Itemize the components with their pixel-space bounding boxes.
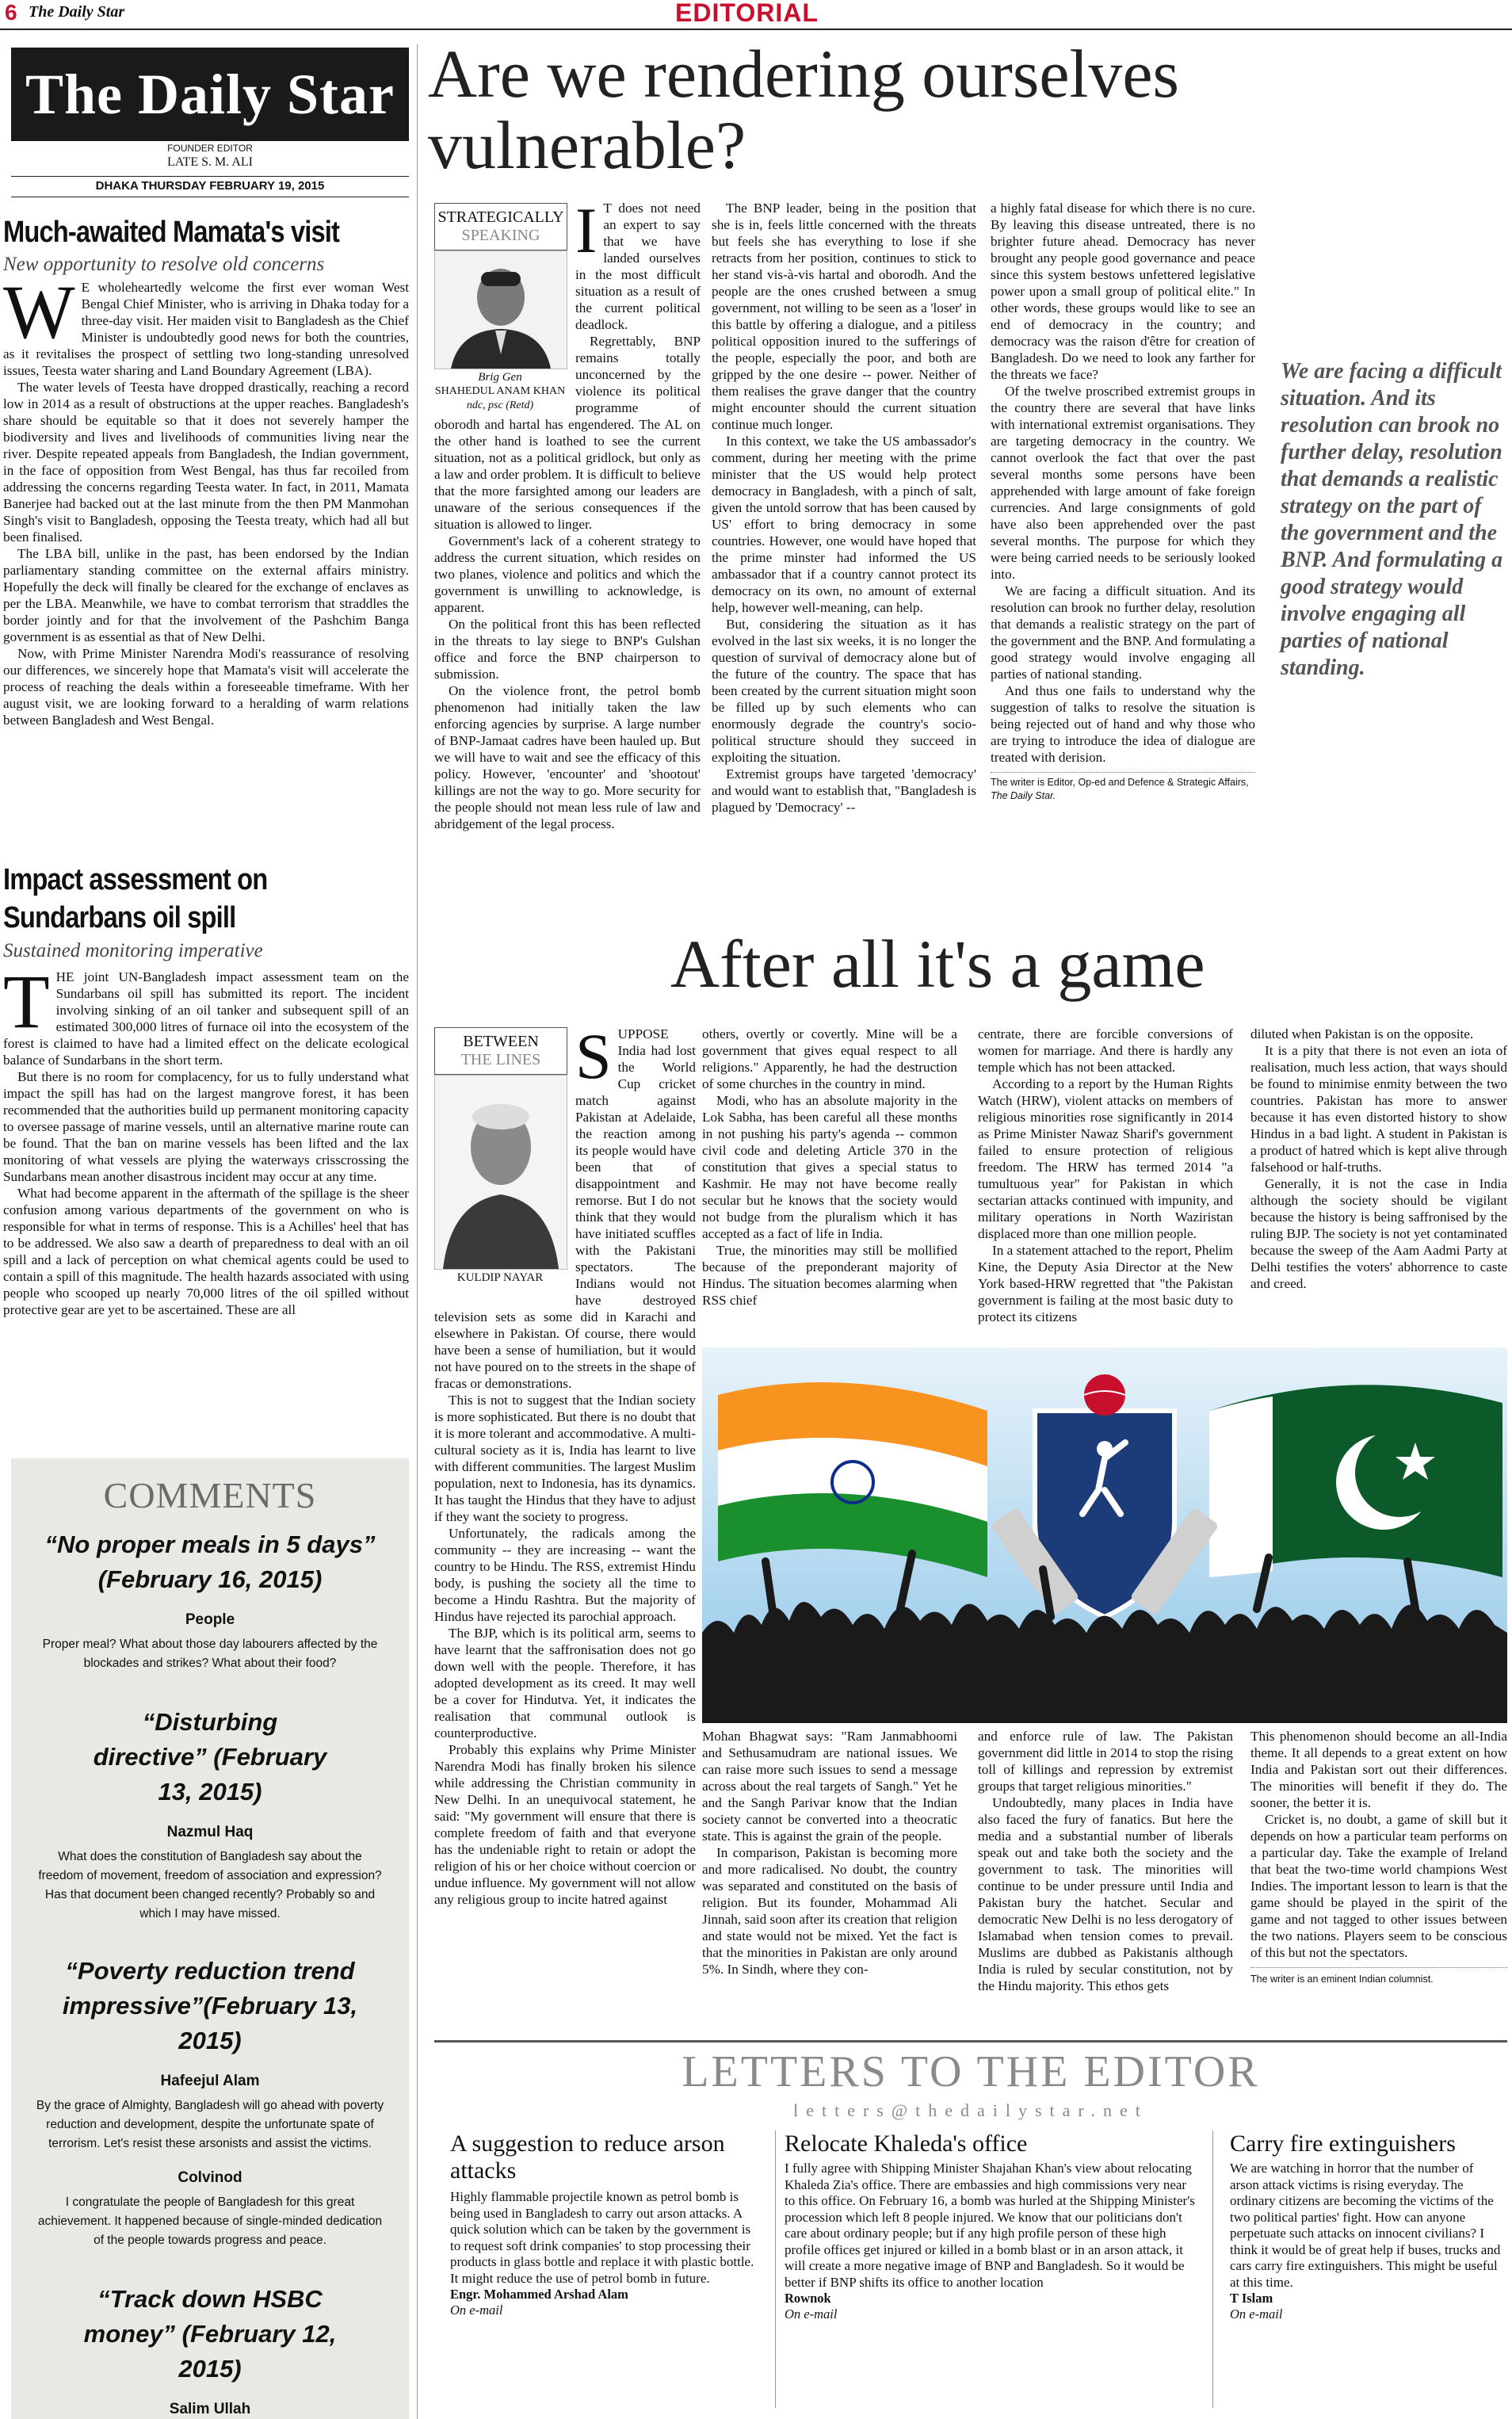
article2-footnote: The writer is an eminent Indian columnist. (1250, 1967, 1507, 1988)
letter-author: Rownok (785, 2291, 831, 2306)
comment-title: “Poverty reduction trend impressive”(February 13, 2015) (62, 1957, 358, 2054)
article2-paragraph: and enforce rule of law. The Pakistan government did little in 2014 to stop the rising toll of killings and repression by extremist groups that target religious minorities." (978, 1729, 1233, 1794)
article1-footnote-lead: The writer is Editor, Op-ed and Defence & Strategic Affairs, (991, 777, 1249, 788)
article1-paragraph: a highly fatal disease for which there is no cure. By leaving this disease untreated, there is no brighter future ahead. Democracy has never brought any people good governance and peace since this system bestows unfettered legislative power upon a small group of political elite." In other words, these groups would like to see an end of democracy in the country; and democracy was the raison d'être for creation of Bangladesh. Do we need to look any farther for the threats we face? (991, 201, 1255, 382)
letter-body: We are watching in horror that the number of arson attack victims is rising everyday. The ordinary citizens are becoming the victims of the two political parties' fight. How can anyone perpetuate such attacks on innocent civilians? I think it would be of great help if buses, trucks and cars carry fire extinguishers. This might be useful at this time. (1230, 2161, 1501, 2290)
article2-col2-top (702, 1026, 957, 1309)
editorial2-paragraph: But there is no room for complacency, for us to fully understand what impact the spill has had on the largest mangrove forest, it has been recommended that the authorities build up permanent monitoring capacity to oversee passage of marine vessels, until an alternative marine route can be found. That the ban on marine vessels has been lifted and the lax monitoring of what vessels are plying the waterways crisscrossing the Sundarbans mean another disastrous incident may occur at any time. (3, 1069, 409, 1184)
dateline: DHAKA THURSDAY FEBRUARY 19, 2015 (95, 179, 325, 193)
letter-author: Engr. Mohammed Arshad Alam (450, 2287, 628, 2302)
letter-author: T Islam (1230, 2291, 1273, 2306)
article2-paragraph: According to a report by the Human Rights Watch (HRW), violent attacks on members of religious minorities rose significantly in 2014 as Prime Minister Nawaz Sharif's government failed to ensure protection of religious freedom. The HRW has termed 2014 "a tumultuous year" for Pakistan in which sectarian attacks continued with impunity, and military operations in North Waziristan displaced more than one million people. (978, 1076, 1233, 1241)
article2-paragraph: In comparison, Pakistan is becoming more and more radicalised. No doubt, the country was separated and constituted on the basis of religion. But its founder, Mohammad Ali Jinnah, said soon after its creation that religion and state would not be mixed. Yet the fact is that the minorities in Pakistan are only around 5%. In Sindh, where they con- (702, 1845, 957, 1977)
letter-title: Relocate Khaleda's office (785, 2130, 1028, 2157)
article2-paragraph: Mohan Bhagwat says: "Ram Janmabhoomi and Sethusamudram are national issues. We can raise more such issues to send a message across about the real targets of Sangh." Yet he and the Sangh Parivar know that the Indian society cannot be converted into a theocratic state. This is against the grain of the people. (702, 1729, 957, 1844)
comment-text: What does the constitution of Bangladesh say about the freedom of movement, freedom of association and expression? Has that document been changed recently? Probably so and which I may have missed. (38, 1850, 382, 1920)
editorial1-paragraph: The LBA bill, unlike in the past, has been endorsed by the Indian parliamentary standing committee on the external affairs ministry. Hopefully the deck will finally be cleared for the exchange of enclaves as per the LBA. Meanwhile, we have to combat terrorism that straddles the border jointly and for that the involvement of the Pashchim Banga government is as essential as that of New Delhi. (3, 546, 409, 644)
letter-item (1230, 2130, 1504, 2322)
comment-title: “No proper meals in 5 days” (February 16, 2015) (44, 1531, 376, 1593)
letters-heading: LETTERS TO THE EDITOR (682, 2047, 1260, 2096)
article2-paragraph: This is not to suggest that the Indian society is more sophisticated. But there is no doubt that it is more tolerant and accommodative. A multi-cultural society as it is, India has learnt to live with different communities. The largest Muslim population, next to Indonesia, has its dynamics. It has taught the Hindus that they have to adjust if they want the society to progress. (434, 1393, 696, 1524)
article2-col2-bottom (702, 1728, 957, 1978)
article2-col3-top (978, 1026, 1233, 1325)
letter-title: Carry fire extinguishers (1230, 2130, 1456, 2157)
editorial2-paragraph: What had become apparent in the aftermath of the spillage is the sheer confusion among various departments of the government on who is responsible for what in terms of response. This is a Achilles' heel that has to be addressed. We also saw a dearth of preparedness to deal with an oil spill and a lack of perception on what chemical agents could be used to contain a spill of this magnitude. The health hazards associated with using people who scooped up nearly 70,000 litres of the oil spilled without protective gear are yet to be ascertained. These are all (3, 1186, 409, 1317)
letter-item (785, 2130, 1197, 2322)
article1-col2 (712, 200, 976, 816)
article2-dropcap: S (575, 1020, 612, 1092)
comment-text: Proper meal? What about those day labourers affected by the blockades and strikes? What about their food? (42, 1638, 378, 1670)
editorial2-paragraph: HE joint UN-Bangladesh impact assessment team on the Sundarbans oil spill has submitted its report. The incident involving sinking of an oil tanker and subsequent spill of an estimated 300,000 litres of furnace oil into the ecosystem of the forest is claimed to have had a limited effect on the delicate ecological balance of Sundarbans in the short term. (3, 969, 409, 1068)
editorial1-paragraph: Now, with Prime Minister Narendra Modi's reassurance of resolving our differences, we sincerely hope that Mamata's visit will accelerate the process of reaching the deals within a foreseeable timeframe. With her august visit, we are looking forward to a heralding of warm relations between Bangladesh and West Bengal. (3, 646, 409, 728)
masthead (11, 48, 409, 141)
article1-paragraph: Extremist groups have targeted 'democracy' and would want to establish that, "Bangladesh is plagued by 'Democracy' -- (712, 766, 976, 815)
comment-text: I congratulate the people of Bangladesh for this great achievement. It happened because of single-minded dedication of the people towards progress and peace. (37, 2195, 383, 2247)
editorial1-dropcap: W (3, 269, 75, 354)
article1-paragraph: On the violence front, the petrol bomb phenomenon had initially taken the law enforcing agencies by surprise. A large number of BNP-Jamaat cadres have been hauled up. But we will have to wait and see the efficacy of this policy. However, 'encounter' and 'shootout' killings are not the way to go. More security for the people should not mean less rule of law and abridgement of the legal process. (434, 683, 701, 831)
letter-via: On e-mail (450, 2302, 503, 2318)
column-divider (417, 44, 418, 2419)
editorial1-subhead: New opportunity to resolve old concerns (3, 254, 325, 275)
letters-divider (1212, 2130, 1213, 2408)
byline-suffix: ndc, psc (Retd) (466, 399, 534, 411)
comments-heading: COMMENTS (103, 1475, 317, 1515)
article2-headline: After all it's a game (670, 926, 1205, 1002)
cricket-illustration (702, 1347, 1507, 1723)
article2-paragraph: others, overtly or covertly. Mine will be a government that gives equal respect to all religions." Apparently, he had the destruction of some churches in the country in mind. (702, 1026, 957, 1091)
letters-email: letters@thedailystar.net (793, 2100, 1148, 2120)
comment-author: Salim Ullah (169, 2401, 251, 2417)
article2-paragraph: Generally, it is not the case in India although the society should be vigilant because the history is being saffronised by the ruling BJP. The society is not yet contaminated because the sweep of the Aam Aadmi Party at Delhi testifies the voters' abhorrence to caste and creed. (1250, 1176, 1507, 1291)
article2-col3-bottom (978, 1728, 1233, 1994)
editorial2-body (3, 959, 409, 1318)
article2-col1 (434, 1020, 696, 1908)
article2-col4-top (1250, 1026, 1507, 1292)
letter-body: I fully agree with Shipping Minister Shajahan Khan's view about relocating Khaleda Zia's office. There are embassies and high commissions very near to this office. On February 16, a bomb was hurled at the Shipping Minister's procession which left 8 people injured. We know that our politicians don't care about ordinary people; but if any high profile person of these high profile offices get injured or killed in a bomb blast or in an arson attack, it will create a more negative image of BNP and Bangladesh. So it would be better if BNP shifts its office to another location (785, 2161, 1195, 2290)
founder-name: LATE S. M. ALI (167, 155, 253, 169)
editorial2-headline-line2: Sundarbans oil spill (3, 901, 236, 934)
founder-label: FOUNDER EDITOR (167, 143, 253, 154)
article1-paragraph: And thus one fails to understand why the suggestion of talks to resolve the situation is being rejected out of hand and why those who are trying to introduce the idea of dialogue are treated with derision. (991, 683, 1255, 765)
article1-paragraph: The BNP leader, being in the position that she is in, feels little concerned with the threats but feels she has everything to lose if she retracts from her position, continues to stick to her stand vis-à-vis hartal and oborodh. And the people are the ones crushed between a smug government, not willing to be seen as a 'loser' in this battle by offering a dialogue, and a pitiless political opposition inured to the sufferings of the people, especially the poor, and both are gripped by the one desire -- power. Neither of them realises the grave danger that the country might encounter should the current situation continue much longer. (712, 201, 976, 432)
editorial1-paragraph: E wholeheartedly welcome the first ever woman West Bengal Chief Minister, who is arriving in Dhaka today for a three-day visit. Her maiden visit to Bangladesh as the Chief Minister is undoubtedly good news for both the countries, as it revitalises the prospect of settling two long-standing unresolved issues, Teesta water sharing and Land Boundary Agreement (LBA). (3, 280, 409, 378)
article2-paragraph: It is a pity that there is not even an iota of realisation, much less action, that ways should be found to minimise enmity between the two countries. Pakistan has more to answer because it has even distorted history to show Hindus in a bad light. A student in Pakistan is a product of hatred which is kept alive through falsehood or half-truths. (1250, 1043, 1507, 1175)
letter-via: On e-mail (1230, 2306, 1283, 2322)
page-number: 6 (5, 0, 17, 25)
dateline-rule-top (11, 176, 409, 177)
column-label-line2: THE LINES (460, 1051, 541, 1068)
article1-headline (428, 38, 1220, 181)
letters-divider (775, 2130, 776, 2408)
comment-item (11, 2282, 409, 2418)
editorial2-dropcap: T (3, 959, 50, 1044)
article1-footnote-paper: The Daily Star. (991, 790, 1056, 801)
article1-paragraph: T does not need an expert to say that we have landed ourselves in the most difficult situation as a result of the current political deadlock. (575, 201, 701, 332)
article2-paragraph: Cricket is, no doubt, a game of skill but it depends on how a particular team performs on a particular day. Take the example of Ireland that beat the two-time world champions West Indies. The important lesson to learn is that the game should be played in the spirit of the game and not tagged to other issues between the two nations. Players seem to be conscious of this but not the spectators. (1250, 1812, 1507, 1960)
header-rule (0, 29, 1512, 30)
article2-paragraph: True, the minorities may still be mollified because of the preponderant majority of Hindus. The situation becomes alarming when RSS chief (702, 1243, 957, 1308)
letters-rule (434, 2040, 1507, 2043)
comment-item (11, 1527, 409, 1673)
letter-via: On e-mail (785, 2306, 838, 2322)
byline-rank: Brig Gen (478, 371, 522, 384)
article2-paragraph: Unfortunately, the radicals among the community -- they are increasing -- want the country to be Hindu. The RSS, extremist Hindu body, is pushing the society all the time to become a Hindu Rashtra. But the majority of Hindus have rejected its parochial approach. (434, 1526, 696, 1624)
float-spacer (434, 1026, 575, 1295)
article2-paragraph: diluted when Pakistan is on the opposite. (1250, 1026, 1474, 1041)
comment-author: Hafeejul Alam (160, 2073, 260, 2089)
column-label-line1: BETWEEN (463, 1033, 539, 1050)
article1-pull-quote: We are facing a difficult situation. And its resolution can brook no further delay, resolution that demands a realistic strategy on the part of the government and the BNP. And formulating a good strategy would involve engaging all parties of national standing. (1281, 359, 1503, 680)
float-spacer (434, 200, 575, 412)
article1-paragraph: On the political front this has been reflected in the threats to lay siege to BNP's Gulshan office and force the BNP chairperson to submission. (434, 617, 701, 682)
comment-author: People (185, 1611, 235, 1628)
article1-footnote (991, 772, 1255, 803)
article1-dropcap: I (575, 194, 598, 266)
article1-paragraph: We are facing a difficult situation. And its resolution can brook no further delay, resolution that demands a realistic strategy on the part of the government and the BNP. And formulating a good strategy would involve engaging all parties of national standing. (991, 583, 1255, 682)
column-label-line2: SPEAKING (461, 227, 540, 244)
india-pakistan-cricket-icon (702, 1347, 1507, 1723)
article2-paragraph: Modi, who has an absolute majority in the Lok Sabha, has been careful all these months in not pushing his party's agenda -- common civil code and deleting Article 370 in the constitution that gives a special status to Kashmir. He may not have become really secular but he knows that the society would not budge from the pluralism which it has accepted as a fact of life in India. (702, 1093, 957, 1241)
editorial1-paragraph: The water levels of Teesta have dropped drastically, reaching a record low in 2014 as a result of obstructions at the upper reaches. Bangladesh's share should be equitable so that it does not severely hamper the biodiversity and lives and livelihoods of communities living near the river. Despite repeated appeals from Bangladesh, the Indian government, in the face of opposition from West Bengal, has thus far recoiled from addressing the concerns regarding Teesta water. In fact, in 2011, Mamata Banerjee had backed out at the last minute from the then PM Manmohan Singh's visit to Bangladesh, opposing the Teesta treaty, which had all but been finalised. (3, 380, 409, 545)
article1-headline-line1: Are we rendering ourselves (428, 36, 1180, 112)
editorial2-subhead: Sustained monitoring imperative (3, 940, 263, 961)
comment-title: “Disturbing directive” (February 13, 2015) (93, 1708, 327, 1806)
article2-paragraph: In a statement attached to the report, Phelim Kine, the Deputy Asia Director at the New York based-HRW regretted that "the Pakistan government is failing at the most basic duty to protect its citizens (978, 1243, 1233, 1324)
article1-paragraph: Of the twelve proscribed extremist groups in the country there are several that have links with international extremist organisations. They are targeting democracy in the country. We cannot overlook the fact that over the past several months some persons have been apprehended with large amount of fake foreign currencies. And large consignments of gold have also been apprehended over the past several months. The purpose for which they were being carried needs to be seriously looked into. (991, 384, 1255, 582)
editorial2-headline (3, 861, 412, 937)
column-label-line1: STRATEGICALLY (437, 208, 564, 226)
article2-paragraph: This phenomenon should become an all-India theme. It all depends to a great extent on how India and Pakistan sort out their differences. The minorities will benefit if they do. The sooner, the better it is. (1250, 1729, 1507, 1810)
article2-paragraph: The BJP, which is its political arm, seems to have learnt that the saffronisation does not go down well with the people. Therefore, it has adopted development as its creed. It may well be a cover for Hindutva. Yet, it indicates the realisation that communal outlook is counterproductive. (434, 1626, 696, 1741)
comment-text: By the grace of Almighty, Bangladesh will go ahead with poverty reduction and development, despite the unfortunate spate of terrorism. Let's resist these arsonists and assist the victims. (36, 2099, 384, 2150)
comment-item (11, 1954, 409, 2153)
letter-item (450, 2130, 764, 2318)
section-title: EDITORIAL (675, 0, 819, 27)
article1-paragraph: Regrettably, BNP remains totally unconcerned by the violence its political programme of oborodh and hartal has engendered. The AL on the other hand is loathed to see the current situation, not as a political gridlock, but only as a law and order problem. It is difficult to believe that the more farsighted among our leaders are unaware of the serious consequences if the situation is allowed to linger. (434, 334, 701, 532)
article2-paragraph: Probably this explains why Prime Minister Narendra Modi has finally broken his silence while addressing the Christian community in New Delhi. In an unequivocal statement, he said: "My government will ensure that there is complete freedom of faith and that everyone has the undeniable right to retain or adopt the religion of his or her choice without coercion or undue influence. My government will not allow any religious group to incite hatred against (434, 1742, 696, 1907)
page-paper-name: The Daily Star (29, 3, 125, 21)
article2-paragraph: centrate, there are forcible conversions of women for marriage. And there is hardly any temple which has not been attacked. (978, 1026, 1233, 1075)
article2-paragraph: UPPOSE India had lost the World Cup cricket match against Pakistan at Adelaide, the reaction among its people would have been that of disappointment and remorse. But I do not think that they would have initiated scuffles with the Pakistani spectators. The Indians would not have destroyed television sets as some did in Karachi and elsewhere in Pakistan. Of course, there would have been a sense of humiliation, but it would not have poured on to the streets in the shape of fracas or demonstrations. (434, 1026, 696, 1391)
editorial1-headline: Much-awaited Mamata's visit (3, 216, 340, 249)
article1-headline-line2: vulnerable? (428, 107, 746, 183)
byline-name: KULDIP NAYAR (456, 1271, 544, 1284)
article1-paragraph: But, considering the situation as it has evolved in the last six weeks, it is no longer the question of survival of democracy alone but of the future of the country. The space that has been created by the current situation might soon be filled up by such elements who can enormously degrade the country's socio-political structure should they succeed in exploiting the situation. (712, 617, 976, 765)
editorial1-body (3, 269, 409, 728)
comment-author: Colvinod (178, 2169, 242, 2186)
masthead-title: The Daily Star (25, 63, 395, 126)
article2-col4-bottom (1250, 1728, 1507, 1988)
article1-paragraph: Government's lack of a coherent strategy to address the current situation, which resides on two planes, violence and politics and which the government is unwilling to acknowledge, is apparent. (434, 533, 701, 615)
comments-panel (11, 1458, 409, 2419)
letter-title: A suggestion to reduce arson attacks (450, 2130, 725, 2184)
editorial2-headline-line1: Impact assessment on (3, 863, 268, 896)
article1-col3 (991, 200, 1255, 803)
byline-name: SHAHEDUL ANAM KHAN (434, 385, 566, 397)
article2-paragraph: Undoubtedly, many places in India have also faced the fury of fanatics. But here the media and a substantial number of liberals speak out and take both the society and the government to task. The minorities will continue to be under pressure until India and Pakistan bury the hatchet. Secular and democratic New Delhi is no less derogatory of Islamabad when tension comes to prevail. Muslims are dubbed as Pakistanis although India is ruled by secular constitution, not by the Hindu majority. This ethos gets (978, 1795, 1233, 1993)
comment-title: “Track down HSBC money” (February 12, 2015) (83, 2285, 337, 2383)
comment-item (11, 1705, 409, 1924)
article1-paragraph: In this context, we take the US ambassador's comment, during her meeting with the prime minister that the US would help protect democracy in Bangladesh, with a pinch of salt, given the untold sorrow that has been caused by US' effort to bring democracy in some countries. However, one would have hoped that the prime minster had informed the US ambassador that if a country cannot protect its democracy on its own, no amount of external help, however well-meaning, can help. (712, 434, 976, 615)
comment-author: Nazmul Haq (166, 1824, 254, 1840)
article1-col1 (434, 194, 701, 832)
letter-body: Highly flammable projectile known as petrol bomb is being used in Bangladesh to carry out arson attacks. A quick solution which can be taken by the government is to request soft drink companies' to stop processing their products in glass bottle and replace it with plastic bottle. It might reduce the use of petrol bomb in future. (450, 2189, 754, 2286)
comment-item (11, 2169, 409, 2250)
